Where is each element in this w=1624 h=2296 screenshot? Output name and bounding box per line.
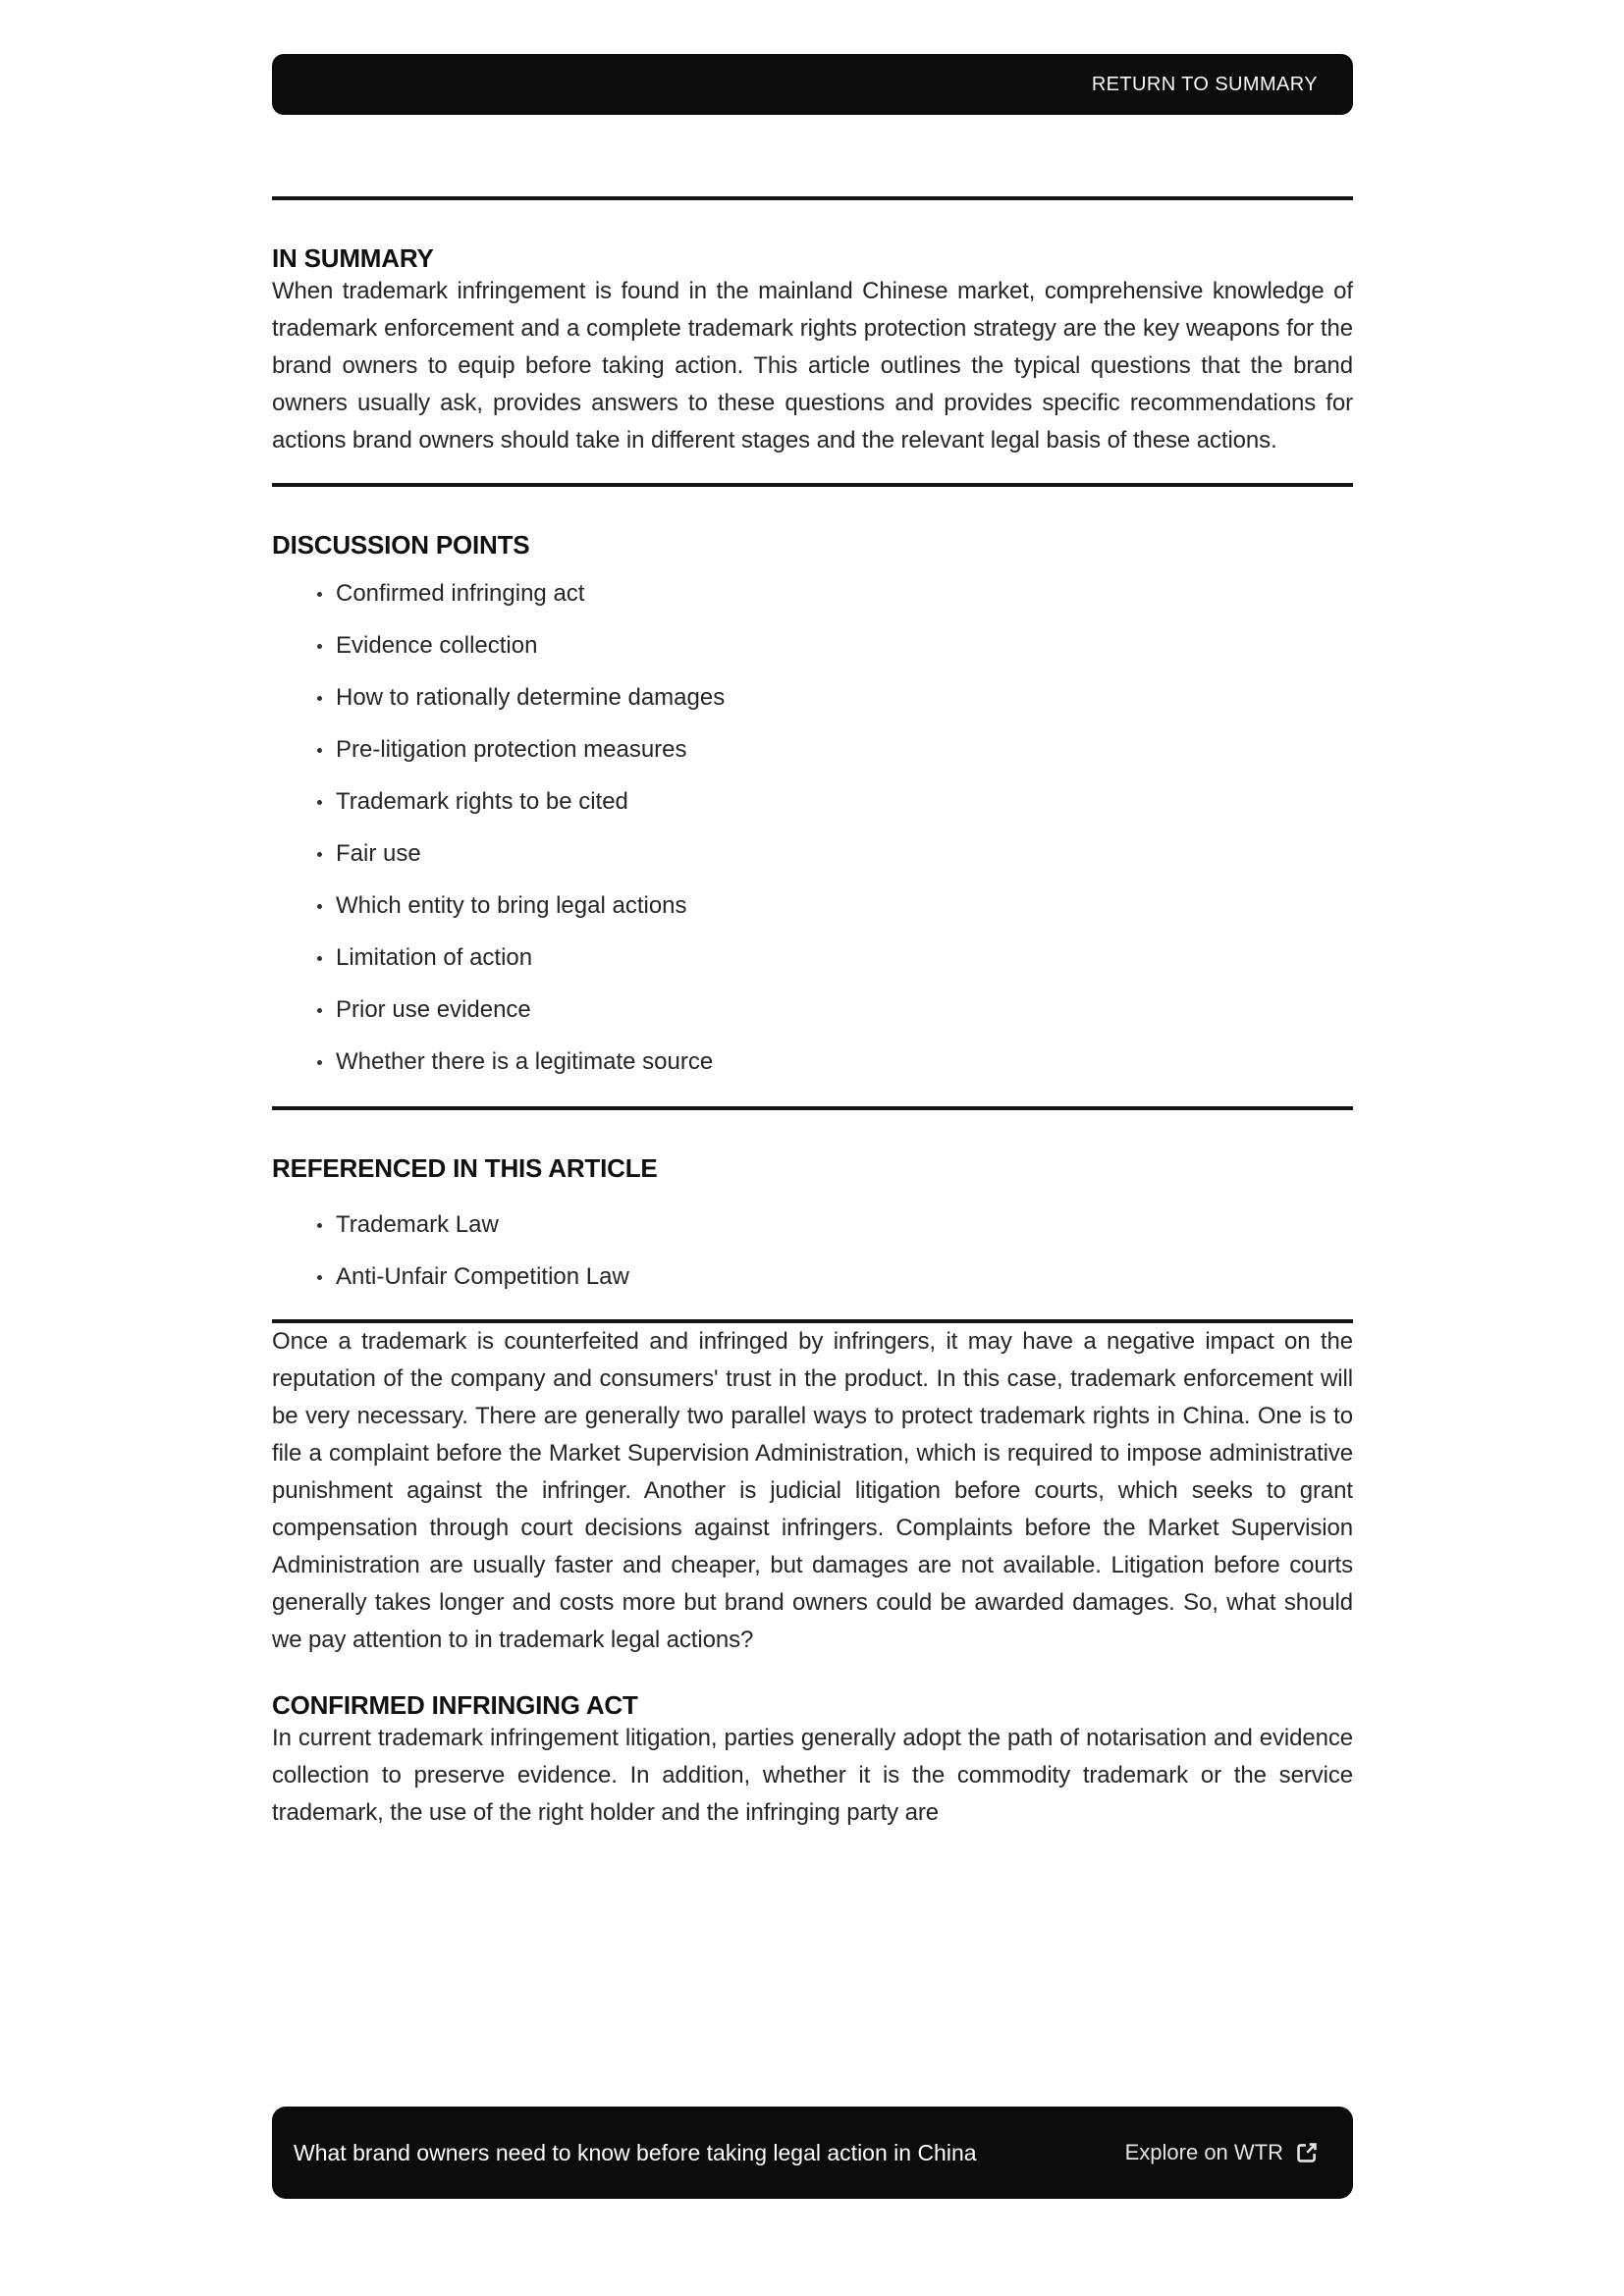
referenced-item bbox=[272, 1206, 1353, 1244]
bullet-icon bbox=[317, 1223, 322, 1228]
section-divider bbox=[272, 196, 1353, 200]
discussion-point-label: Prior use evidence bbox=[336, 996, 531, 1023]
referenced-item-label: Trademark Law bbox=[336, 1211, 499, 1238]
bullet-icon bbox=[317, 696, 322, 701]
bullet-icon bbox=[317, 644, 322, 649]
discussion-point-item bbox=[272, 939, 1353, 977]
discussion-point-item bbox=[272, 1043, 1353, 1081]
discussion-point-label: Pre-litigation protection measures bbox=[336, 736, 687, 763]
discussion-point-item bbox=[272, 731, 1353, 769]
bullet-icon bbox=[317, 904, 322, 909]
discussion-point-label: Whether there is a legitimate source bbox=[336, 1048, 714, 1075]
discussion-point-label: Limitation of action bbox=[336, 944, 533, 971]
discussion-point-item bbox=[272, 991, 1353, 1029]
discussion-point-item bbox=[272, 627, 1353, 665]
bullet-icon bbox=[317, 800, 322, 805]
section-divider bbox=[272, 1106, 1353, 1110]
bullet-icon bbox=[317, 1275, 322, 1280]
external-link-icon bbox=[1294, 2140, 1320, 2165]
discussion-point-item bbox=[272, 783, 1353, 821]
confirmed-infringing-act-heading: CONFIRMED INFRINGING ACT bbox=[272, 1690, 638, 1720]
referenced-in-article-heading: REFERENCED IN THIS ARTICLE bbox=[272, 1153, 658, 1183]
discussion-point-item bbox=[272, 575, 1353, 613]
discussion-point-label: Trademark rights to be cited bbox=[336, 788, 628, 815]
in-summary-paragraph: When trademark infringement is found in the mainland Chinese market, comprehensive knowledge of trademark enforcement and a complete trademark rights protection strategy are the key weapons for the brand owners to equip before taking action. This article outlines the typical questions that the brand owners usually ask, provides answers to these questions and provides specific recommendations for actions brand owners should take in different stages and the relevant legal basis of these actions. bbox=[272, 278, 1353, 454]
discussion-points-list bbox=[272, 575, 1353, 1081]
return-to-summary-bar[interactable] bbox=[272, 54, 1353, 115]
confirmed-infringing-act-paragraph: In current trademark infringement litigation, parties generally adopt the path of notarisation and evidence collection to preserve evidence. In addition, whether it is the commodity trademark or the service trademark, the use of the right holder and the infringing party are bbox=[272, 1725, 1353, 1826]
article-content bbox=[272, 196, 1353, 1832]
discussion-point-label: Confirmed infringing act bbox=[336, 580, 585, 607]
explore-on-wtr-label[interactable]: Explore on WTR bbox=[1124, 2140, 1283, 2164]
return-to-summary-label[interactable]: RETURN TO SUMMARY bbox=[1091, 73, 1318, 95]
referenced-item bbox=[272, 1258, 1353, 1296]
discussion-point-label: Evidence collection bbox=[336, 632, 538, 659]
bullet-icon bbox=[317, 1008, 322, 1013]
in-summary-heading: IN SUMMARY bbox=[272, 243, 434, 273]
discussion-point-item bbox=[272, 679, 1353, 717]
discussion-points-heading: DISCUSSION POINTS bbox=[272, 530, 530, 560]
bullet-icon bbox=[317, 748, 322, 753]
discussion-point-label: Fair use bbox=[336, 840, 421, 867]
discussion-point-item bbox=[272, 835, 1353, 873]
explore-on-wtr-link[interactable] bbox=[1125, 2140, 1320, 2165]
referenced-list bbox=[272, 1206, 1353, 1296]
bullet-icon bbox=[317, 592, 322, 597]
body-paragraph-1: Once a trademark is counterfeited and infringed by infringers, it may have a negative impact on the reputation of the company and consumers' trust in the product. In this case, trademark enforcement will be very necessary. There are generally two parallel ways to protect trademark rights in China. One is to file a complaint before the Market Supervision Administration, which is required to impose administrative punishment against the infringer. Another is judicial litigation before courts, which seeks to grant compensation through court decisions against infringers. Complaints before the Market Supervision Administration are usually faster and cheaper, but damages are not available. Litigation before courts generally takes longer and costs more but brand owners could be awarded damages. So, what should we pay attention to in trademark legal actions? bbox=[272, 1328, 1353, 1653]
footer-title: What brand owners need to know before taking legal action in China bbox=[294, 2139, 977, 2165]
bullet-icon bbox=[317, 1060, 322, 1065]
discussion-point-label: How to rationally determine damages bbox=[336, 684, 726, 711]
referenced-item-label: Anti-Unfair Competition Law bbox=[336, 1263, 629, 1290]
discussion-point-item bbox=[272, 887, 1353, 925]
discussion-point-label: Which entity to bring legal actions bbox=[336, 892, 687, 919]
bullet-icon bbox=[317, 956, 322, 961]
bullet-icon bbox=[317, 852, 322, 857]
section-divider bbox=[272, 483, 1353, 487]
footer-bar bbox=[272, 2107, 1353, 2199]
